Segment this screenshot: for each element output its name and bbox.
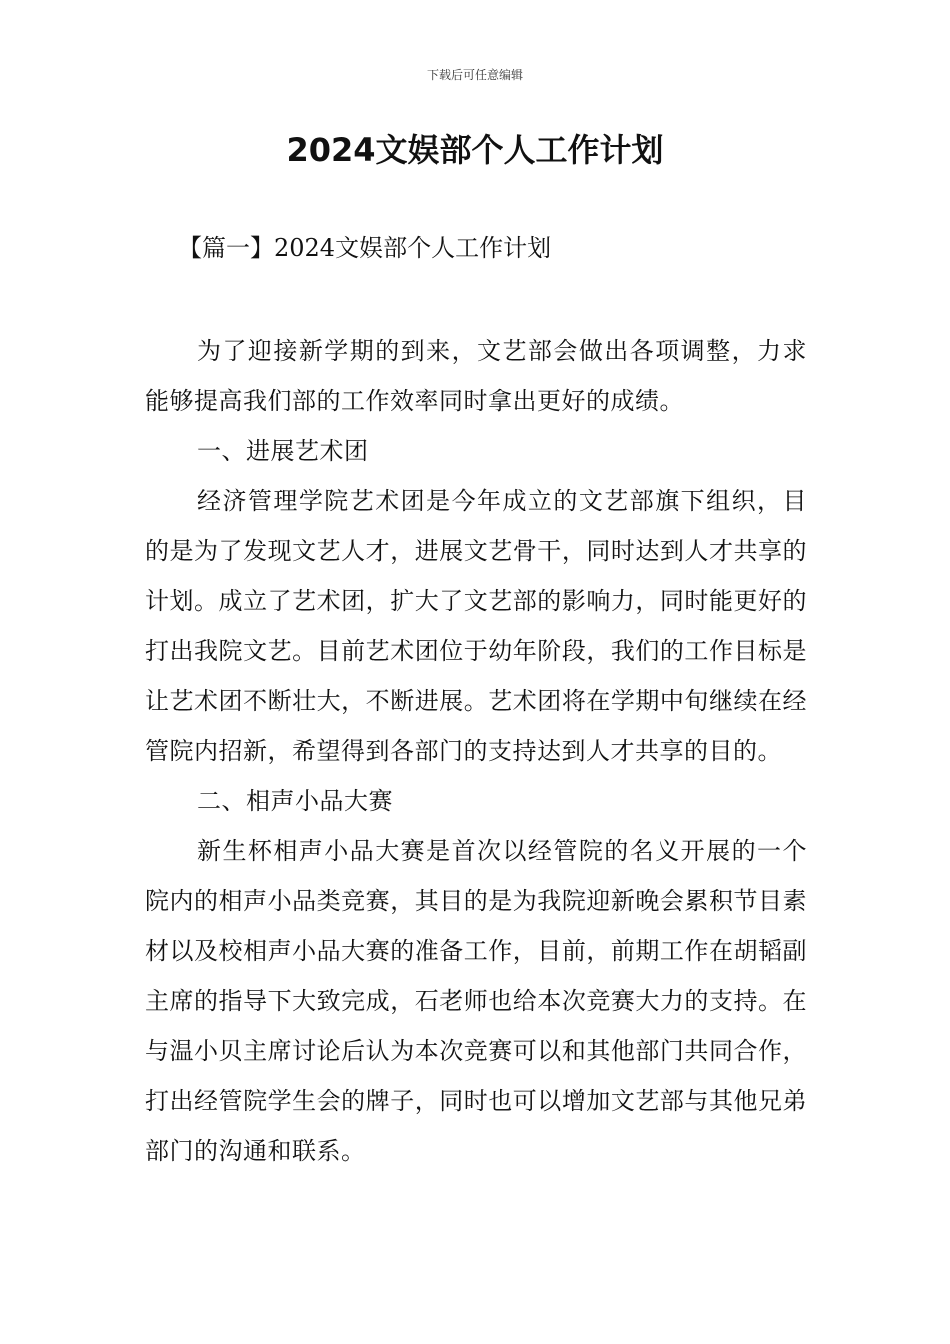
paragraph-intro: 为了迎接新学期的到来，文艺部会做出各项调整，力求能够提高我们部的工作效率同时拿出更好的成绩。: [145, 337, 807, 415]
paragraph-art-troupe: 经济管理学院艺术团是今年成立的文艺部旗下组织，目的是为了发现文艺人才，进展文艺骨干，同时达到人才共享的计划。成立了艺术团，扩大了文艺部的影响力，同时能更好的打出我院文艺。目前艺术团位于幼年阶段，我们的工作目标是让艺术团不断壮大，不断进展。艺术团将在学期中旬继续在经管院内招新，希望得到各部门的支持达到人才共享的目的。: [145, 487, 807, 765]
document-body: [145, 326, 807, 1176]
paragraph-comedy-contest: 新生杯相声小品大赛是首次以经管院的名义开展的一个院内的相声小品类竞赛，其目的是为我院迎新晚会累积节目素材以及校相声小品大赛的准备工作，目前，前期工作在胡韬副主席的指导下大致完成，石老师也给本次竞赛大力的支持。在与温小贝主席讨论后认为本次竞赛可以和其他部门共同合作，打出经管院学生会的牌子，同时也可以增加文艺部与其他兄弟部门的沟通和联系。: [145, 837, 807, 1165]
subheading-art-troupe: 一、进展艺术团: [197, 437, 369, 465]
subheading-comedy-contest: 二、相声小品大赛: [197, 787, 393, 815]
document-title: 2024文娱部个人工作计划: [286, 131, 664, 169]
section-heading: 【篇一】2024文娱部个人工作计划: [178, 234, 552, 262]
header-note: 下载后可任意编辑: [426, 68, 523, 82]
